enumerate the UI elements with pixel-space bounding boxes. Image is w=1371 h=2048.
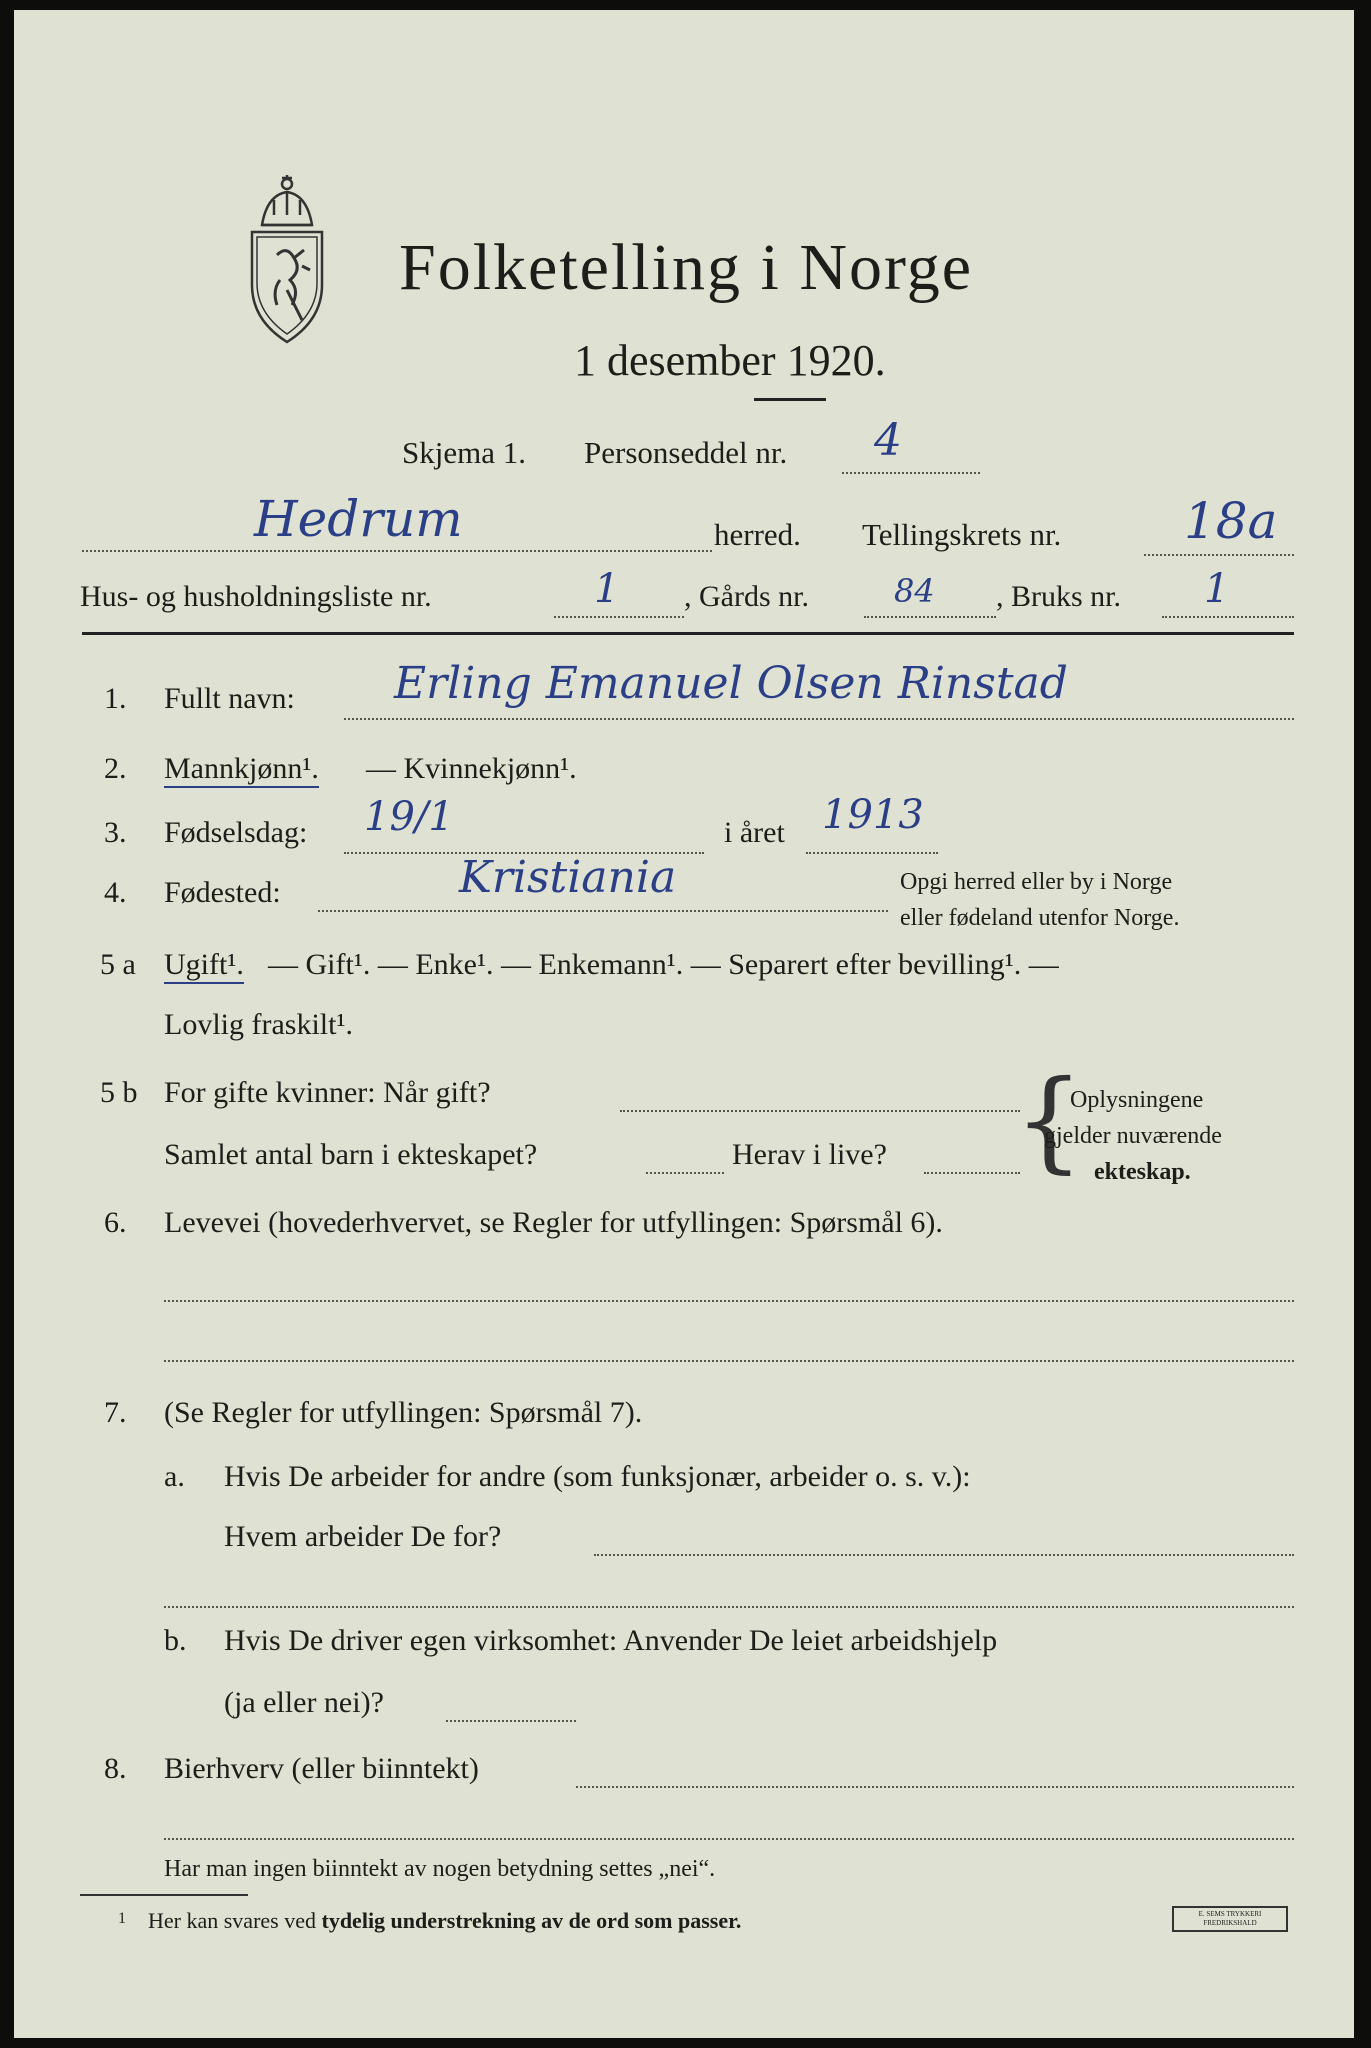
q5b-line2a: Samlet antal barn i ekteskapet?	[164, 1138, 538, 1171]
husliste-line	[554, 616, 684, 618]
personseddel-value: 4	[874, 415, 902, 466]
q7-label: (Se Regler for utfyllingen: Spørsmål 7).	[164, 1396, 643, 1429]
header-divider	[82, 632, 1294, 635]
q1-line	[344, 718, 1294, 720]
q1-label: Fullt navn:	[164, 682, 295, 715]
q7-number: 7.	[104, 1396, 127, 1429]
q7a-line1: Hvis De arbeider for andre (som funksjonær, arbeider o. s. v.):	[224, 1460, 971, 1493]
q5a-options: — Gift¹. — Enke¹. — Enkemann¹. — Separert efter bevilling¹. —	[268, 948, 1059, 981]
q5b-note1: Oplysningene	[1070, 1087, 1204, 1113]
q5b-line2b: Herav i live?	[732, 1138, 887, 1171]
footnote-text-pre: Her kan svares ved	[148, 1908, 316, 1933]
herred-label: herred.	[714, 517, 801, 552]
q5a-line2: Lovlig fraskilt¹.	[164, 1008, 353, 1041]
husliste-value: 1	[594, 566, 620, 612]
q4-number: 4.	[104, 876, 127, 909]
q8-line1	[576, 1786, 1294, 1788]
q3-year-label: i året	[724, 816, 785, 849]
q6-number: 6.	[104, 1206, 127, 1239]
q3-label: Fødselsdag:	[164, 816, 308, 849]
q3-number: 3.	[104, 816, 127, 849]
personseddel-line	[842, 472, 980, 474]
q6-label: Levevei (hovederhvervet, se Regler for utfyllingen: Spørsmål 6).	[164, 1206, 943, 1239]
q5b-note2: gjelder nuværende	[1044, 1123, 1222, 1149]
personseddel-label: Personseddel nr.	[584, 435, 788, 470]
printer-stamp: E. SEMS TRYKKERI FREDRIKSHALD	[1172, 1906, 1288, 1932]
q3-year-line	[806, 852, 938, 854]
q1-value: Erling Emanuel Olsen Rinstad	[394, 658, 1068, 709]
footnote-mark: 1	[118, 1910, 126, 1927]
q7a-letter: a.	[164, 1460, 185, 1493]
census-form	[14, 10, 1354, 2038]
q2-female-option: — Kvinnekjønn¹.	[366, 752, 577, 785]
herred-line	[82, 550, 712, 552]
gards-line	[864, 616, 996, 618]
q7a-answer-line2	[164, 1606, 1294, 1608]
q7b-line2: (ja eller nei)?	[224, 1686, 384, 1719]
tellingskrets-line	[1144, 554, 1294, 556]
footnote-rule	[80, 1894, 248, 1896]
bruks-value: 1	[1204, 566, 1230, 612]
footnote-text-bold: tydelig understrekning av de ord som passer.	[321, 1908, 742, 1933]
q5b-brace: {	[1014, 1056, 1084, 1184]
q7a-answer-line1	[594, 1554, 1294, 1556]
q5b-barn-line	[646, 1172, 724, 1174]
q3-year-value: 1913	[822, 792, 924, 838]
census-date: 1 desember 1920.	[574, 336, 886, 385]
q1-number: 1.	[104, 682, 127, 715]
q8-line2	[164, 1838, 1294, 1840]
q4-line	[318, 910, 888, 912]
gards-label: , Gårds nr.	[684, 580, 809, 613]
schema-label: Skjema 1.	[402, 435, 526, 470]
q8-label: Bierhverv (eller biinntekt)	[164, 1752, 479, 1785]
husliste-label: Hus- og husholdningsliste nr.	[80, 580, 432, 613]
q4-note-line2: eller fødeland utenfor Norge.	[900, 905, 1180, 931]
q4-note-line1: Opgi herred eller by i Norge	[900, 869, 1173, 895]
form-title: Folketelling i Norge	[399, 231, 974, 304]
herred-value: Hedrum	[254, 490, 463, 548]
q7b-letter: b.	[164, 1624, 187, 1657]
q7b-answer-line	[446, 1720, 576, 1722]
q5b-line1: For gifte kvinner: Når gift?	[164, 1076, 491, 1109]
q2-male-option: Mannkjønn¹.	[164, 752, 319, 788]
q7a-line2: Hvem arbeider De for?	[224, 1520, 502, 1553]
q2-number: 2.	[104, 752, 127, 785]
tellingskrets-label: Tellingskrets nr.	[862, 517, 1062, 552]
q5a-number: 5 a	[100, 948, 136, 981]
q5b-number: 5 b	[100, 1076, 138, 1109]
q6-line2	[164, 1360, 1294, 1362]
q3-day-value: 19/1	[364, 794, 454, 840]
q4-label: Fødested:	[164, 876, 281, 909]
q5b-live-line	[924, 1172, 1020, 1174]
title-rule	[754, 398, 826, 401]
q7b-line1: Hvis De driver egen virksomhet: Anvender De leiet arbeidshjelp	[224, 1624, 998, 1657]
gards-value: 84	[894, 572, 935, 610]
q5a-ugift-option: Ugift¹.	[164, 948, 244, 984]
bruks-line	[1162, 616, 1294, 618]
footnote-text	[148, 1908, 741, 1934]
bruks-label: , Bruks nr.	[996, 580, 1122, 613]
coat-of-arms-icon	[232, 170, 342, 350]
q5b-note3: ekteskap.	[1094, 1159, 1191, 1185]
q4-value: Kristiania	[459, 852, 677, 903]
note-nei: Har man ingen biinntekt av nogen betydning settes „nei“.	[164, 1856, 716, 1882]
q5b-nar-gift-line	[620, 1110, 1020, 1112]
tellingskrets-value: 18a	[1184, 492, 1278, 550]
q8-number: 8.	[104, 1752, 127, 1785]
q6-line1	[164, 1300, 1294, 1302]
